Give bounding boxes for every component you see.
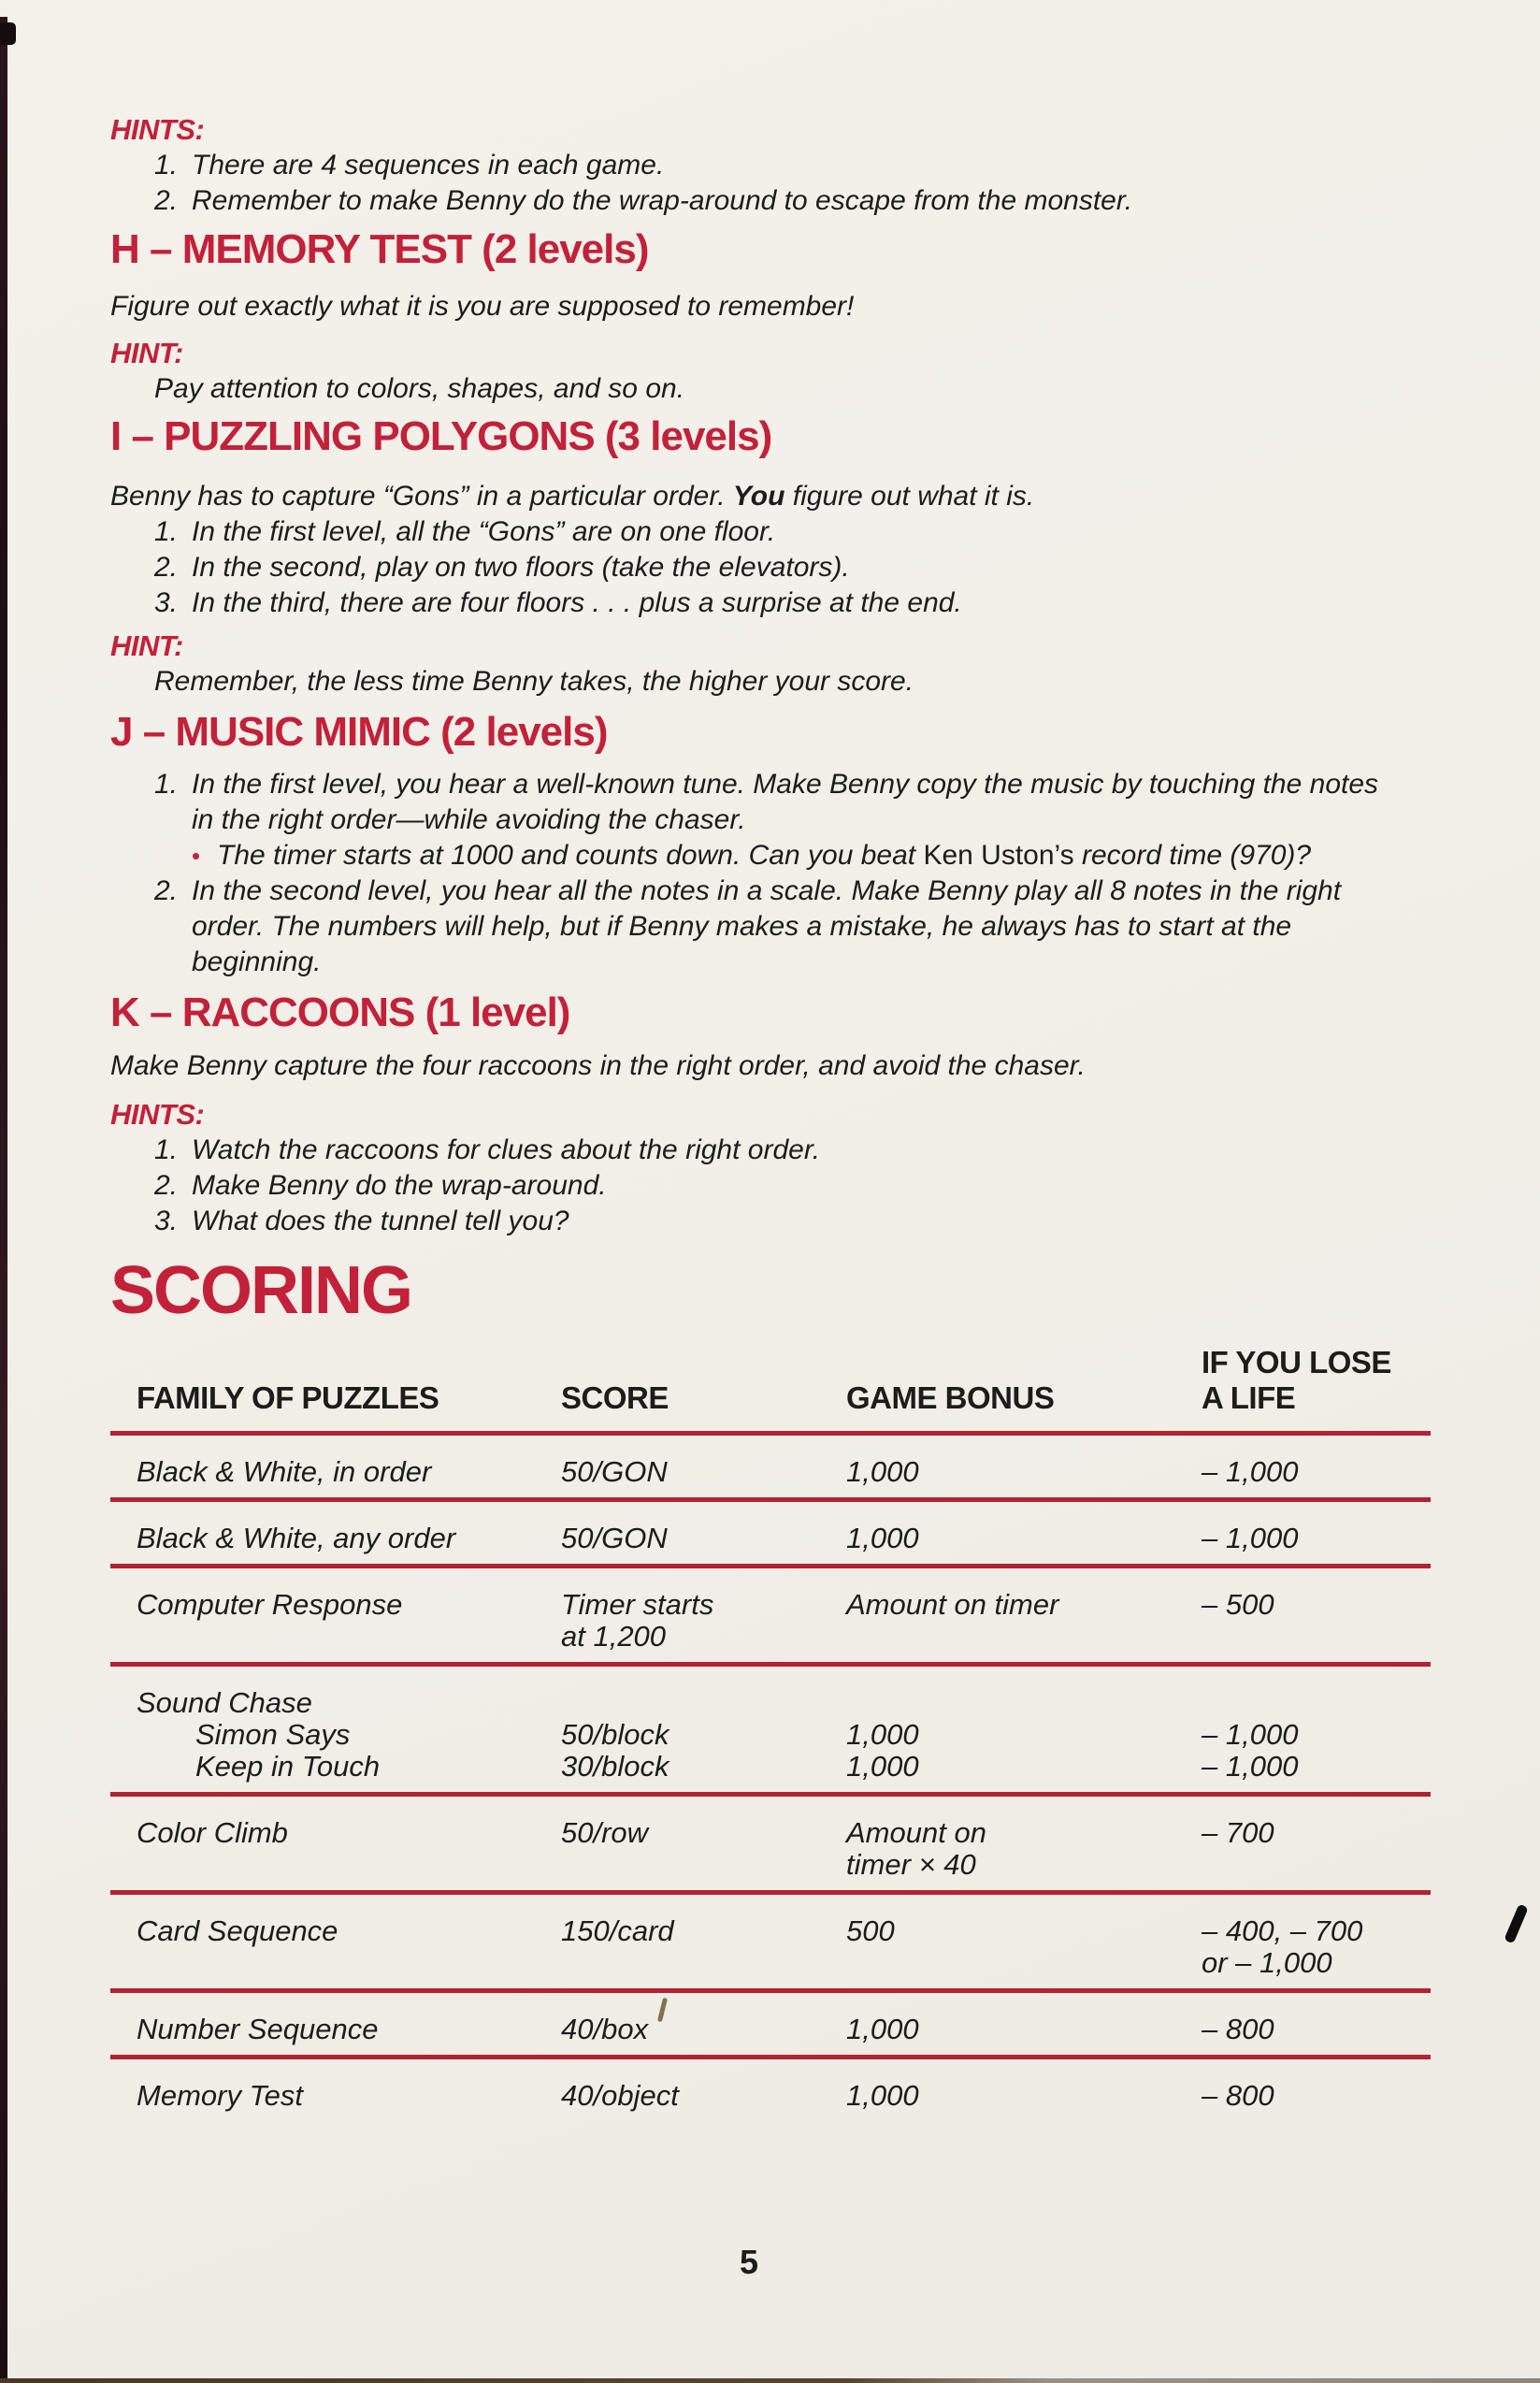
intro-bold-word: You: [732, 481, 785, 512]
list-item-number: 1.: [154, 1134, 179, 1165]
cell-text: – 400, – 700: [1202, 1914, 1363, 1947]
cell-text: 150/card: [561, 1914, 674, 1947]
list-item: [154, 550, 1388, 585]
table-row: [110, 2055, 1431, 2121]
cell-bonus: [846, 1915, 1202, 1979]
cell-bonus: [846, 1456, 1202, 1488]
cell-score: [561, 1523, 846, 1554]
cell-text: Amount on timer: [846, 1588, 1059, 1621]
list-item-text: What does the tunnel tell you?: [192, 1206, 569, 1236]
cell-bonus: [846, 2080, 1202, 2112]
list-item-text: Make Benny do the wrap-around.: [192, 1170, 607, 1201]
list-item-number: 3.: [154, 587, 179, 618]
list-item: [154, 874, 1388, 980]
page-binding-edge: [0, 17, 7, 2383]
sub-bullet-item: [192, 838, 1388, 874]
scoring-table: [110, 1345, 1431, 2121]
column-header-family: FAMILY OF PUZZLES: [137, 1380, 439, 1415]
list-item: [154, 514, 1388, 550]
list-item: [154, 1133, 1388, 1168]
cell-text: Card Sequence: [137, 1914, 338, 1947]
list-item-text: In the first level, you hear a well-known tune. Make Benny copy the music by touching the notes in the right order—while avoiding the chaser.: [192, 769, 1379, 835]
cell-score: [561, 2014, 846, 2045]
hints-label: HINTS:: [110, 113, 205, 146]
spacer: [1202, 1687, 1431, 1719]
table-row: [110, 1497, 1431, 1564]
hint-text: Pay attention to colors, shapes, and so on.: [154, 373, 685, 404]
column-header-lose-line2: A LIFE: [1202, 1380, 1296, 1415]
intro-text: Benny has to capture “Gons” in a particular order.: [110, 481, 733, 512]
page-content: [110, 112, 1391, 2121]
list-item-text: In the first level, all the “Gons” are on one floor.: [192, 516, 776, 547]
cell-bonus: [846, 1817, 1202, 1881]
column-header-lose-line1: IF YOU LOSE: [1202, 1345, 1391, 1379]
hint-label: HINT:: [110, 337, 183, 369]
spacer: [561, 1687, 846, 1719]
cell-text: Color Climb: [137, 1816, 288, 1849]
cell-lose: [1202, 1817, 1431, 1881]
cell-lose: [1202, 1523, 1431, 1554]
list-item-number: 1.: [154, 150, 179, 181]
cell-family: [110, 1687, 561, 1783]
group-label: Sound Chase: [137, 1686, 312, 1719]
list-item-text: In the third, there are four floors . . . plus a surprise at the end.: [192, 587, 962, 618]
cell-text: Amount on: [846, 1816, 986, 1849]
list-item: [154, 767, 1388, 838]
cell-text: Black & White, any order: [137, 1522, 456, 1554]
cell-family: [110, 1915, 561, 1979]
cell-text: Simon Says: [195, 1718, 351, 1751]
cell-score: [561, 1589, 846, 1653]
cell-text: – 800: [1202, 2079, 1274, 2112]
cell-family: [110, 1523, 561, 1554]
page-bottom-edge: [0, 2378, 1540, 2383]
cell-text: – 500: [1202, 1588, 1274, 1621]
table-row: [110, 1564, 1431, 1662]
list-item: [154, 148, 1388, 183]
cell-score: [561, 2080, 846, 2112]
list-item-number: 2.: [154, 875, 179, 906]
section-heading-j: J – MUSIC MIMIC (2 levels): [110, 709, 608, 755]
cell-text: Black & White, in order: [137, 1455, 432, 1488]
spacer: [846, 1687, 1202, 1719]
cell-lose: [1202, 1456, 1431, 1488]
cell-text: Computer Response: [137, 1588, 403, 1621]
section-heading-h: H – MEMORY TEST (2 levels): [110, 226, 649, 272]
cell-lose: [1202, 2080, 1431, 2112]
intro-text: figure out what it is.: [784, 481, 1035, 512]
table-row: [110, 1431, 1431, 1497]
column-header-bonus: GAME BONUS: [846, 1380, 1055, 1415]
cell-text: 50/GON: [561, 1522, 668, 1554]
list-item-text: Watch the raccoons for clues about the right order.: [192, 1134, 821, 1165]
list-item-number: 1.: [154, 769, 179, 800]
cell-lose: [1202, 1589, 1431, 1653]
list-item-text: There are 4 sequences in each game.: [192, 150, 665, 181]
cell-family: [110, 2080, 561, 2112]
cell-family: [110, 1456, 561, 1488]
scoring-heading: SCORING: [110, 1253, 412, 1328]
cell-score: [561, 1915, 846, 1979]
cell-text: 1,000: [846, 1750, 919, 1783]
cell-text: 50/GON: [561, 1455, 668, 1488]
cell-bonus: [846, 2014, 1202, 2045]
cell-text: Memory Test: [137, 2079, 304, 2112]
binding-corner-mark: [0, 22, 16, 45]
column-header-score: SCORE: [561, 1380, 669, 1415]
list-item-text: Remember to make Benny do the wrap-around to escape from the monster.: [192, 185, 1133, 216]
cell-text: 50/block: [561, 1718, 669, 1751]
cell-text: at 1,200: [561, 1620, 667, 1653]
cell-bonus: [846, 1687, 1202, 1783]
cell-text: or – 1,000: [1202, 1946, 1332, 1979]
column-header-lose: [1202, 1345, 1431, 1416]
cell-text: Keep in Touch: [195, 1750, 381, 1783]
list-item-text: In the second level, you hear all the notes in a scale. Make Benny play all 8 notes in the right order. The numbers will help, but if Benny makes a mistake, he always has to start at the beginning.: [192, 875, 1342, 977]
cell-text: Number Sequence: [137, 2013, 379, 2045]
cell-family: [110, 1817, 561, 1881]
bullet-text: record time (970)?: [1073, 840, 1312, 871]
cell-text: 1,000: [846, 2079, 919, 2112]
cell-text: 30/block: [561, 1750, 669, 1783]
cell-bonus: [846, 1589, 1202, 1653]
cell-lose: [1202, 1687, 1431, 1783]
cell-text: – 1,000: [1202, 1750, 1299, 1783]
cell-text: 1,000: [846, 2013, 919, 2045]
list-item: [154, 1168, 1388, 1204]
table-row: [110, 1988, 1431, 2055]
cell-text: – 800: [1202, 2013, 1274, 2045]
section-heading-i: I – PUZZLING POLYGONS (3 levels): [110, 413, 772, 459]
cell-score: [561, 1687, 846, 1783]
list-item-number: 1.: [154, 516, 179, 547]
hints-list: [154, 148, 1388, 219]
list-item-text: In the second, play on two floors (take the elevators).: [192, 552, 850, 583]
cell-lose: [1202, 2014, 1431, 2045]
section-i-intro: [110, 479, 1388, 514]
cell-text: 1,000: [846, 1718, 919, 1751]
cell-text: – 1,000: [1202, 1455, 1299, 1488]
bullet-roman-name: Ken Uston’s: [923, 840, 1074, 871]
cell-family: [110, 2014, 561, 2045]
cell-text: 1,000: [846, 1522, 919, 1554]
list-item: [154, 585, 1388, 621]
section-i-list: [154, 514, 1388, 621]
cell-text: 40/box: [561, 2013, 649, 2045]
red-bullet-icon: •: [192, 842, 201, 870]
list-item-number: 3.: [154, 1206, 179, 1236]
section-j-list: [154, 767, 1388, 838]
cell-text: – 1,000: [1202, 1522, 1299, 1554]
cell-text: timer × 40: [846, 1848, 976, 1881]
hint-text: Remember, the less time Benny takes, the higher your score.: [154, 666, 914, 697]
cell-text: – 1,000: [1202, 1718, 1299, 1751]
hint-label: HINT:: [110, 629, 183, 662]
list-item: [154, 183, 1388, 219]
section-j-list-continued: [154, 874, 1388, 980]
sub-bullet-text: [217, 838, 1388, 874]
list-item-number: 2.: [154, 185, 179, 216]
page-number: 5: [739, 2243, 759, 2281]
cell-text: – 700: [1202, 1816, 1274, 1849]
cell-lose: [1202, 1915, 1431, 1979]
list-item: [154, 1204, 1388, 1239]
cell-text: Timer starts: [561, 1588, 714, 1621]
table-row-group: [110, 1662, 1431, 1792]
section-heading-k: K – RACCOONS (1 level): [110, 989, 570, 1035]
cell-family: [110, 1589, 561, 1653]
table-row: [110, 1792, 1431, 1890]
list-item-number: 2.: [154, 1170, 179, 1201]
cell-text: 50/row: [561, 1816, 649, 1849]
cell-text: 500: [846, 1914, 895, 1947]
section-h-intro: Figure out exactly what it is you are supposed to remember!: [110, 291, 855, 322]
cell-text: 40/object: [561, 2079, 679, 2112]
section-k-intro: Make Benny capture the four raccoons in the right order, and avoid the chaser.: [110, 1050, 1086, 1081]
hints-label: HINTS:: [110, 1098, 205, 1131]
scoring-table-header: [110, 1345, 1431, 1431]
cell-score: [561, 1456, 846, 1488]
list-item-number: 2.: [154, 552, 179, 583]
pen-mark: [1504, 1904, 1529, 1944]
bullet-text: The timer starts at 1000 and counts down. Can you beat: [217, 840, 924, 871]
section-k-list: [154, 1133, 1388, 1239]
table-row: [110, 1890, 1431, 1988]
cell-score: [561, 1817, 846, 1881]
cell-bonus: [846, 1523, 1202, 1554]
cell-text: 1,000: [846, 1455, 919, 1488]
